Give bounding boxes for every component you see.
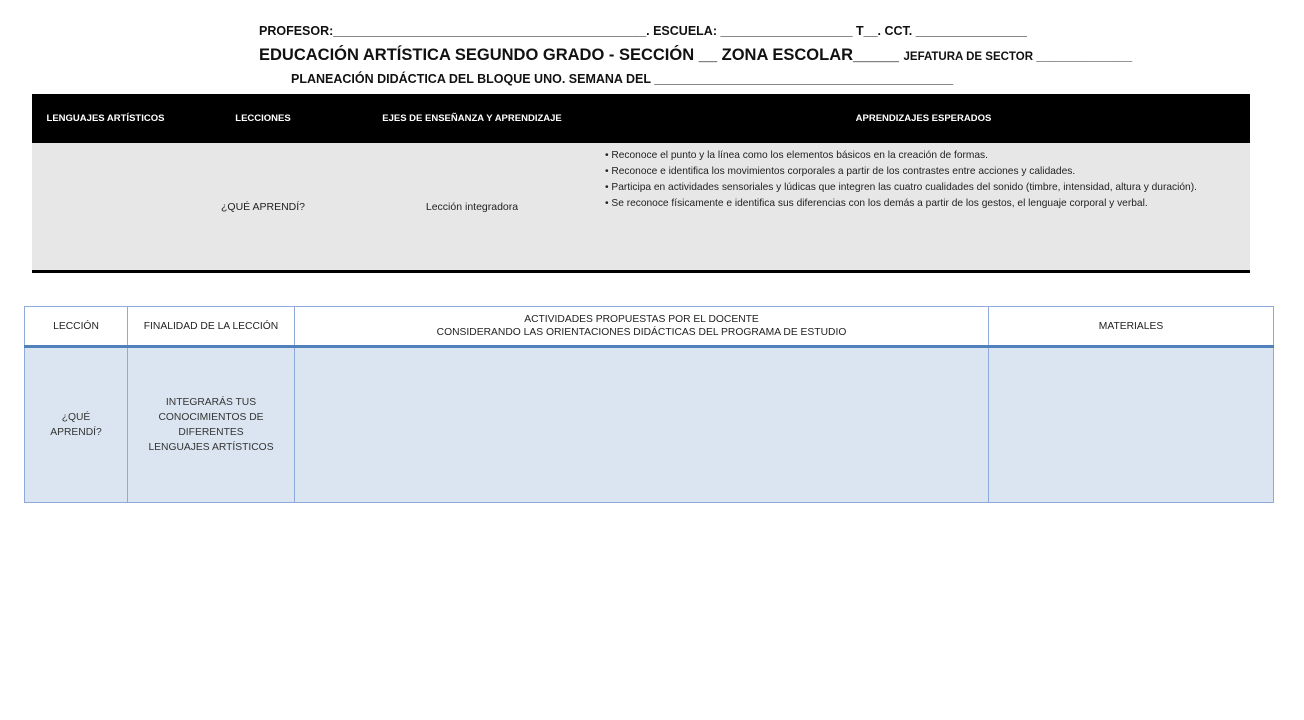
aprendizaje-item: • Se reconoce físicamente e identifica sus diferencias con los demás a partir de los gestos, el lenguaje corporal y verbal.: [605, 198, 1148, 209]
col-ejes: EJES DE ENSEÑANZA Y APRENDIZAJE: [347, 94, 597, 143]
col-aprendizajes-esperados: APRENDIZAJES ESPERADOS: [597, 94, 1250, 143]
cell-aprendizajes: [597, 143, 1250, 272]
col-lenguajes-artisticos: LENGUAJES ARTÍSTICOS: [32, 94, 179, 143]
cell-leccion: ¿QUÉ APRENDÍ?: [25, 347, 128, 503]
col-lecciones: LECCIONES: [179, 94, 347, 143]
cell-finalidad: INTEGRARÁS TUS CONOCIMIENTOS DE DIFERENTES LENGUAJES ARTÍSTICOS: [128, 347, 295, 503]
aprendizaje-item: • Reconoce e identifica los movimientos corporales a partir de los contrastes entre acciones y calidades.: [605, 166, 1076, 177]
header-title-main: EDUCACIÓN ARTÍSTICA SEGUNDO GRADO - SECCIÓN __ ZONA ESCOLAR_____: [259, 46, 904, 64]
col-finalidad: FINALIDAD DE LA LECCIÓN: [128, 307, 295, 347]
col-actividades: [295, 307, 989, 347]
cell-materiales[interactable]: [989, 347, 1274, 503]
header-jefatura: JEFATURA DE SECTOR _______________: [903, 51, 1133, 63]
aprendizaje-item: • Participa en actividades sensoriales y lúdicas que integren las cuatro cualidades del sonido (timbre, intensidad, altura y duración).: [605, 182, 1197, 193]
col-materiales: MATERIALES: [989, 307, 1274, 347]
header-title-line: [259, 46, 1132, 65]
aprendizaje-item: • Reconoce el punto y la línea como los elementos básicos en la creación de formas.: [605, 150, 988, 161]
col-actividades-line1: ACTIVIDADES PROPUESTAS POR EL DOCENTE: [524, 314, 759, 325]
table-row: [32, 143, 1250, 272]
aprendizajes-table-header: [32, 94, 1250, 143]
cell-actividades[interactable]: [295, 347, 989, 503]
table-row: [25, 347, 1274, 503]
cell-lenguajes: [32, 143, 179, 272]
col-leccion: LECCIÓN: [25, 307, 128, 347]
header-planeacion-line: PLANEACIÓN DIDÁCTICA DEL BLOQUE UNO. SEMANA DEL ___________________________________________: [291, 72, 954, 86]
col-actividades-line2: CONSIDERANDO LAS ORIENTACIONES DIDÁCTICAS DEL PROGRAMA DE ESTUDIO: [436, 327, 847, 338]
cell-lecciones: ¿QUÉ APRENDÍ?: [179, 143, 347, 272]
actividades-table: [24, 306, 1274, 503]
aprendizajes-table: [32, 94, 1250, 273]
header-profesor-line: PROFESOR:_____________________________________________. ESCUELA: ___________________ T__. CCT. ________________: [259, 24, 1027, 38]
actividades-table-header: [25, 307, 1274, 347]
cell-ejes: Lección integradora: [347, 143, 597, 272]
